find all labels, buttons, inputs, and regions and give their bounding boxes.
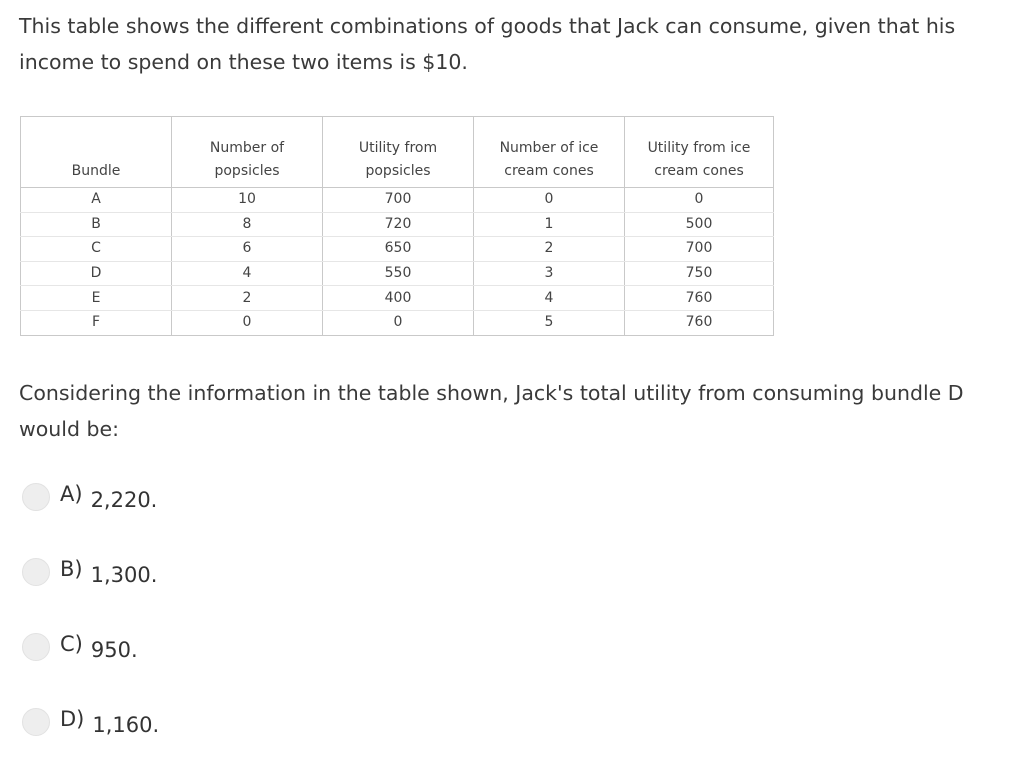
question-text: Considering the information in the table shown, Jack's total utility from consuming bundle D would be: (19, 381, 964, 441)
table-row (21, 212, 774, 237)
header-ice-cream-line1: Number of ice (499, 140, 599, 156)
cell-utility-popsicles: 0 (323, 310, 474, 335)
cell-bundle: B (21, 212, 172, 237)
table-row (21, 188, 774, 213)
table-row (21, 261, 774, 286)
header-ice-cream (474, 117, 625, 188)
header-utility-popsicles-line1: Utility from (358, 140, 438, 156)
cell-ice-cream: 4 (474, 286, 625, 311)
cell-bundle: C (21, 237, 172, 262)
cell-bundle: E (21, 286, 172, 311)
cell-ice-cream: 2 (474, 237, 625, 262)
intro-text: This table shows the different combinations of goods that Jack can consume, given that his income to spend on these two items is $10. (19, 14, 956, 74)
cell-utility-ice-cream: 760 (625, 286, 774, 311)
cell-ice-cream: 0 (474, 188, 625, 213)
option-a-value: 2,220. (90, 488, 158, 512)
goods-table-container (20, 116, 774, 336)
cell-bundle: D (21, 261, 172, 286)
cell-ice-cream: 1 (474, 212, 625, 237)
header-bundle-label: Bundle (71, 163, 121, 179)
cell-popsicles: 2 (172, 286, 323, 311)
cell-bundle: F (21, 310, 172, 335)
option-b-value: 1,300. (90, 563, 158, 587)
header-utility-popsicles-line2: popsicles (365, 163, 431, 179)
cell-popsicles: 0 (172, 310, 323, 335)
cell-bundle: A (21, 188, 172, 213)
option-d[interactable] (22, 708, 159, 736)
cell-ice-cream: 3 (474, 261, 625, 286)
header-bundle (21, 117, 172, 188)
option-a[interactable] (22, 483, 157, 511)
table-row (21, 237, 774, 262)
cell-utility-ice-cream: 700 (625, 237, 774, 262)
option-c-value: 950. (90, 638, 138, 662)
option-c-letter: C) (60, 632, 83, 656)
radio-button-b[interactable] (22, 558, 50, 586)
option-a-letter: A) (60, 482, 83, 506)
radio-button-c[interactable] (22, 633, 50, 661)
header-utility-ice-cream (625, 117, 774, 188)
cell-utility-popsicles: 650 (323, 237, 474, 262)
radio-button-a[interactable] (22, 483, 50, 511)
option-d-letter: D) (60, 707, 85, 731)
header-popsicles (172, 117, 323, 188)
header-utility-ice-cream-line2: cream cones (654, 163, 744, 179)
option-b-letter: B) (60, 557, 83, 581)
cell-popsicles: 8 (172, 212, 323, 237)
cell-utility-popsicles: 700 (323, 188, 474, 213)
cell-utility-ice-cream: 750 (625, 261, 774, 286)
header-utility-popsicles (323, 117, 474, 188)
table-header-row (21, 117, 774, 188)
cell-utility-popsicles: 720 (323, 212, 474, 237)
option-c[interactable] (22, 633, 138, 661)
cell-utility-ice-cream: 0 (625, 188, 774, 213)
cell-ice-cream: 5 (474, 310, 625, 335)
goods-table (20, 116, 774, 336)
cell-popsicles: 6 (172, 237, 323, 262)
cell-utility-popsicles: 400 (323, 286, 474, 311)
radio-button-d[interactable] (22, 708, 50, 736)
header-popsicles-line1: Number of (209, 140, 285, 156)
cell-utility-ice-cream: 500 (625, 212, 774, 237)
cell-utility-popsicles: 550 (323, 261, 474, 286)
option-b[interactable] (22, 558, 157, 586)
table-row (21, 286, 774, 311)
header-utility-ice-cream-line1: Utility from ice (647, 140, 751, 156)
cell-utility-ice-cream: 760 (625, 310, 774, 335)
header-ice-cream-line2: cream cones (504, 163, 594, 179)
cell-popsicles: 4 (172, 261, 323, 286)
table-row (21, 310, 774, 335)
header-popsicles-line2: popsicles (214, 163, 280, 179)
cell-popsicles: 10 (172, 188, 323, 213)
option-d-value: 1,160. (92, 713, 160, 737)
